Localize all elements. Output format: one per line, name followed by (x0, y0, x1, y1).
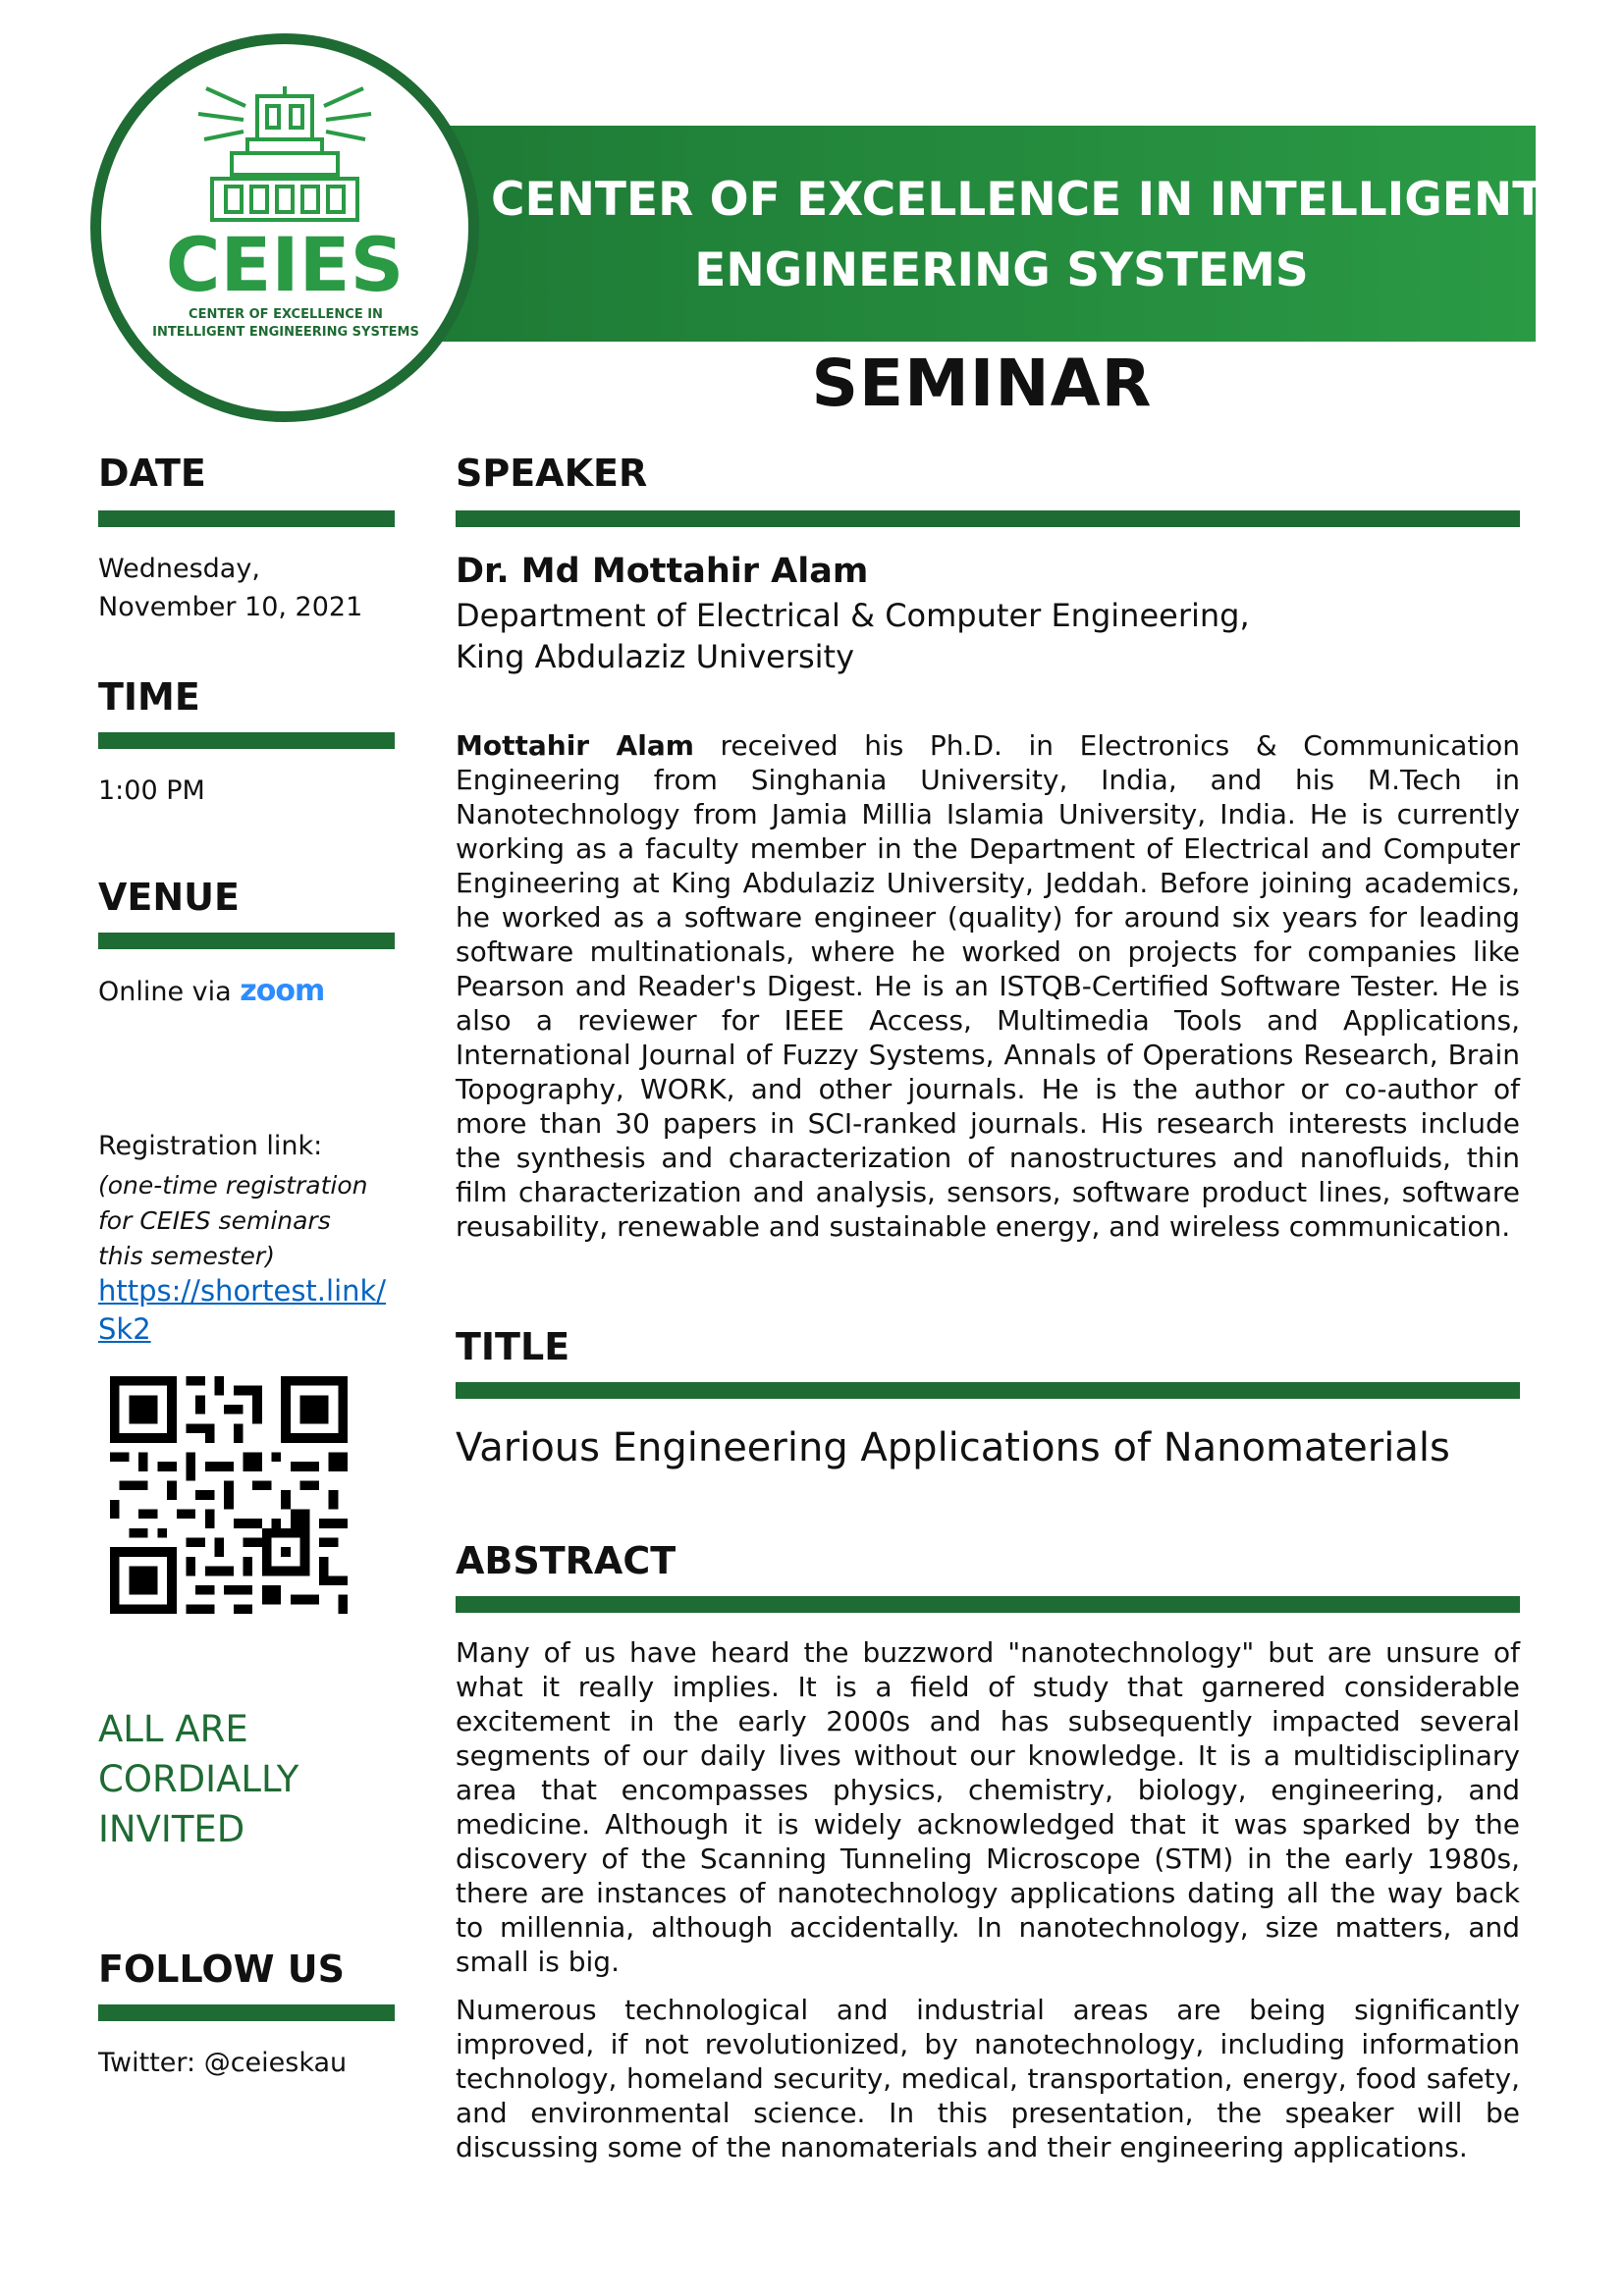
venue-value (98, 972, 324, 1011)
speaker-heading: SPEAKER (456, 452, 648, 495)
twitter-handle: Twitter: @ceieskau (98, 2048, 348, 2078)
invitation-note (98, 1704, 298, 1854)
speaker-rule (456, 510, 1520, 527)
speaker-affiliation (456, 595, 1250, 677)
speaker-affiliation-line1: Department of Electrical & Computer Engineering, (456, 597, 1250, 634)
abstract-rule (456, 1596, 1520, 1613)
invited-line3: INVITED (98, 1808, 245, 1850)
speaker-bio (456, 728, 1520, 1244)
follow-rule (98, 2004, 395, 2021)
time-value: 1:00 PM (98, 775, 205, 806)
speaker-bio-name: Mottahir Alam (456, 729, 694, 762)
time-heading: TIME (98, 675, 200, 719)
center-name-line2: ENGINEERING SYSTEMS (694, 243, 1309, 297)
logo-sub-line2: INTELLIGENT ENGINEERING SYSTEMS (152, 325, 419, 340)
registration-note-line2: for CEIES seminars (98, 1206, 331, 1235)
speaker-affiliation-line2: King Abdulaziz University (456, 638, 855, 675)
title-rule (456, 1382, 1520, 1399)
invited-line2: CORDIALLY (98, 1758, 299, 1800)
registration-note (98, 1168, 368, 1274)
venue-heading: VENUE (98, 876, 240, 919)
registration-note-line1: (one-time registration (98, 1171, 368, 1200)
logo-sub-line1: CENTER OF EXCELLENCE IN (189, 307, 383, 322)
follow-heading: FOLLOW US (98, 1948, 346, 1991)
logo-subtitle (147, 306, 424, 342)
speaker-bio-text: received his Ph.D. in Electronics & Communication Engineering from Singhania University, India, and his M.Tech in Nanotechnology from Jamia Millia Islamia University, India. He is currently working as a faculty member in the Department of Electrical and Computer Engineering at King Abdulaziz University, Jeddah. Before joining academics, he worked as a software engineer (quality) for around six years for leading software multinationals, where he worked on projects for companies like Pearson and Reader's Digest. He is an ISTQB-Certified Software Tester. He is also a reviewer for IEEE Access, Multimedia Tools and Applications, International Journal of Fuzzy Systems, Annals of Operations Research, Brain Topography, WORK, and other journals. He is the author or co-author of more than 30 papers in SCI-ranked journals. His research interests include the synthesis and characterization of nanostructures and nanofluids, thin film characterization and analysis, sensors, software product lines, software reusability, renewable and sustainable energy, and wireless communication. (456, 729, 1520, 1243)
date-line2: November 10, 2021 (98, 592, 363, 622)
logo-acronym: CEIES (165, 221, 405, 308)
registration-link[interactable] (98, 1272, 386, 1349)
center-name-line1: CENTER OF EXCELLENCE IN INTELLIGENT (491, 173, 1544, 227)
venue-rule (98, 933, 395, 949)
zoom-logo: zoom (240, 974, 325, 1008)
abstract-heading: ABSTRACT (456, 1539, 677, 1582)
title-heading: TITLE (456, 1325, 570, 1368)
date-rule (98, 510, 395, 527)
center-name-heading (491, 165, 1544, 306)
registration-link-line1[interactable]: https://shortest.link/ (98, 1274, 387, 1308)
ceies-building-logo-icon (128, 69, 442, 314)
abstract-paragraph-2: Numerous technological and industrial areas are being significantly improved, if not revolutionized, by nanotechnology, including information technology, homeland security, medical, transportation, energy, food safety, and environmental science. In this presentation, the speaker will be discussing some of the nanomaterials and their engineering applications. (456, 1994, 1520, 2163)
speaker-name: Dr. Md Mottahir Alam (456, 552, 869, 591)
registration-label: Registration link: (98, 1131, 323, 1161)
venue-prefix: Online via (98, 977, 232, 1007)
date-value (98, 550, 362, 626)
invited-line1: ALL ARE (98, 1708, 248, 1750)
abstract-paragraph-1: Many of us have heard the buzzword "nanotechnology" but are unsure of what it really implies. It is a field of study that garnered considerable excitement in the early 2000s and has subsequently impacted several segments of our daily lives without our knowledge. It is a multidisciplinary area that encompasses physics, chemistry, biology, engineering, and medicine. Although it is widely acknowledged that it was sparked by the discovery of the Scanning Tunneling Microscope (STM) in the early 1980s, there are instances of nanotechnology applications dating all the way back to millennia, although accidentally. In nanotechnology, size matters, and small is big. (456, 1636, 1520, 1978)
registration-link-line2[interactable]: Sk2 (98, 1312, 151, 1346)
registration-note-line3: this semester) (98, 1242, 275, 1270)
time-rule (98, 732, 395, 749)
date-heading: DATE (98, 452, 206, 495)
talk-title: Various Engineering Applications of Nanomaterials (456, 1425, 1450, 1470)
qr-code-icon (110, 1376, 348, 1614)
seminar-label: SEMINAR (811, 346, 1153, 421)
date-line1: Wednesday, (98, 554, 260, 584)
